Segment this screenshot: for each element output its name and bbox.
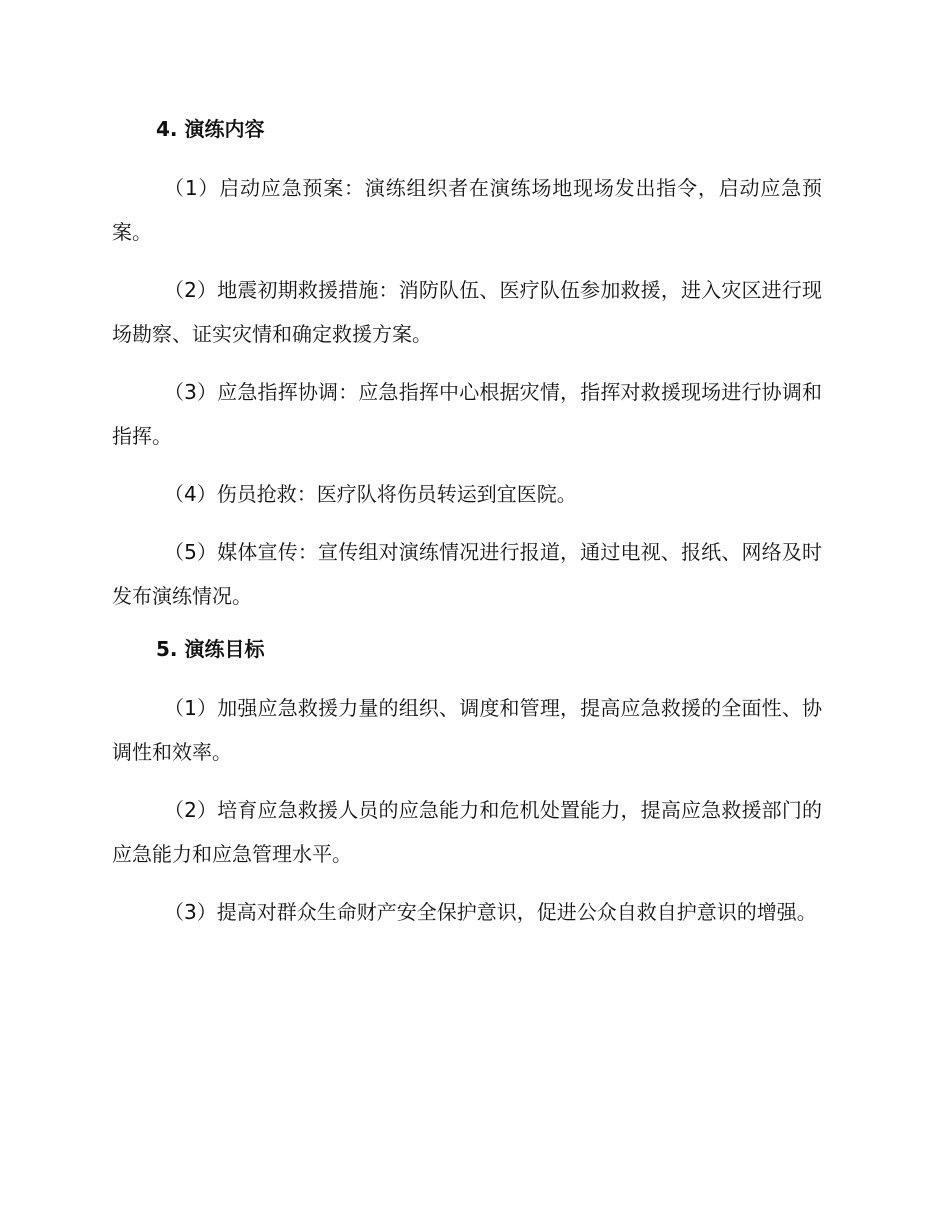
- section-heading-drill-goals: 5. 演练目标: [156, 637, 265, 661]
- paragraph: （2）地震初期救援措施：消防队伍、医疗队伍参加救援，进入灾区进行现场勘察、证实灾情和确定救援方案。: [112, 278, 822, 346]
- paragraph: （3）应急指挥协调：应急指挥中心根据灾情，指挥对救援现场进行协调和指挥。: [112, 380, 822, 448]
- paragraph: （1）加强应急救援力量的组织、调度和管理，提高应急救援的全面性、协调性和效率。: [112, 696, 822, 764]
- paragraph: （3）提高对群众生命财产安全保护意识，促进公众自救自护意识的增强。: [164, 900, 817, 924]
- document-body: [112, 112, 822, 948]
- paragraph: （5）媒体宣传：宣传组对演练情况进行报道，通过电视、报纸、网络及时发布演练情况。: [112, 540, 822, 608]
- paragraph: （2）培育应急救援人员的应急能力和危机处置能力，提高应急救援部门的应急能力和应急管理水平。: [112, 798, 822, 866]
- section-heading-drill-content: 4. 演练内容: [156, 117, 265, 141]
- paragraph: （1）启动应急预案：演练组织者在演练场地现场发出指令，启动应急预案。: [112, 176, 822, 244]
- paragraph: （4）伤员抢救：医疗队将伤员转运到宜医院。: [164, 482, 577, 506]
